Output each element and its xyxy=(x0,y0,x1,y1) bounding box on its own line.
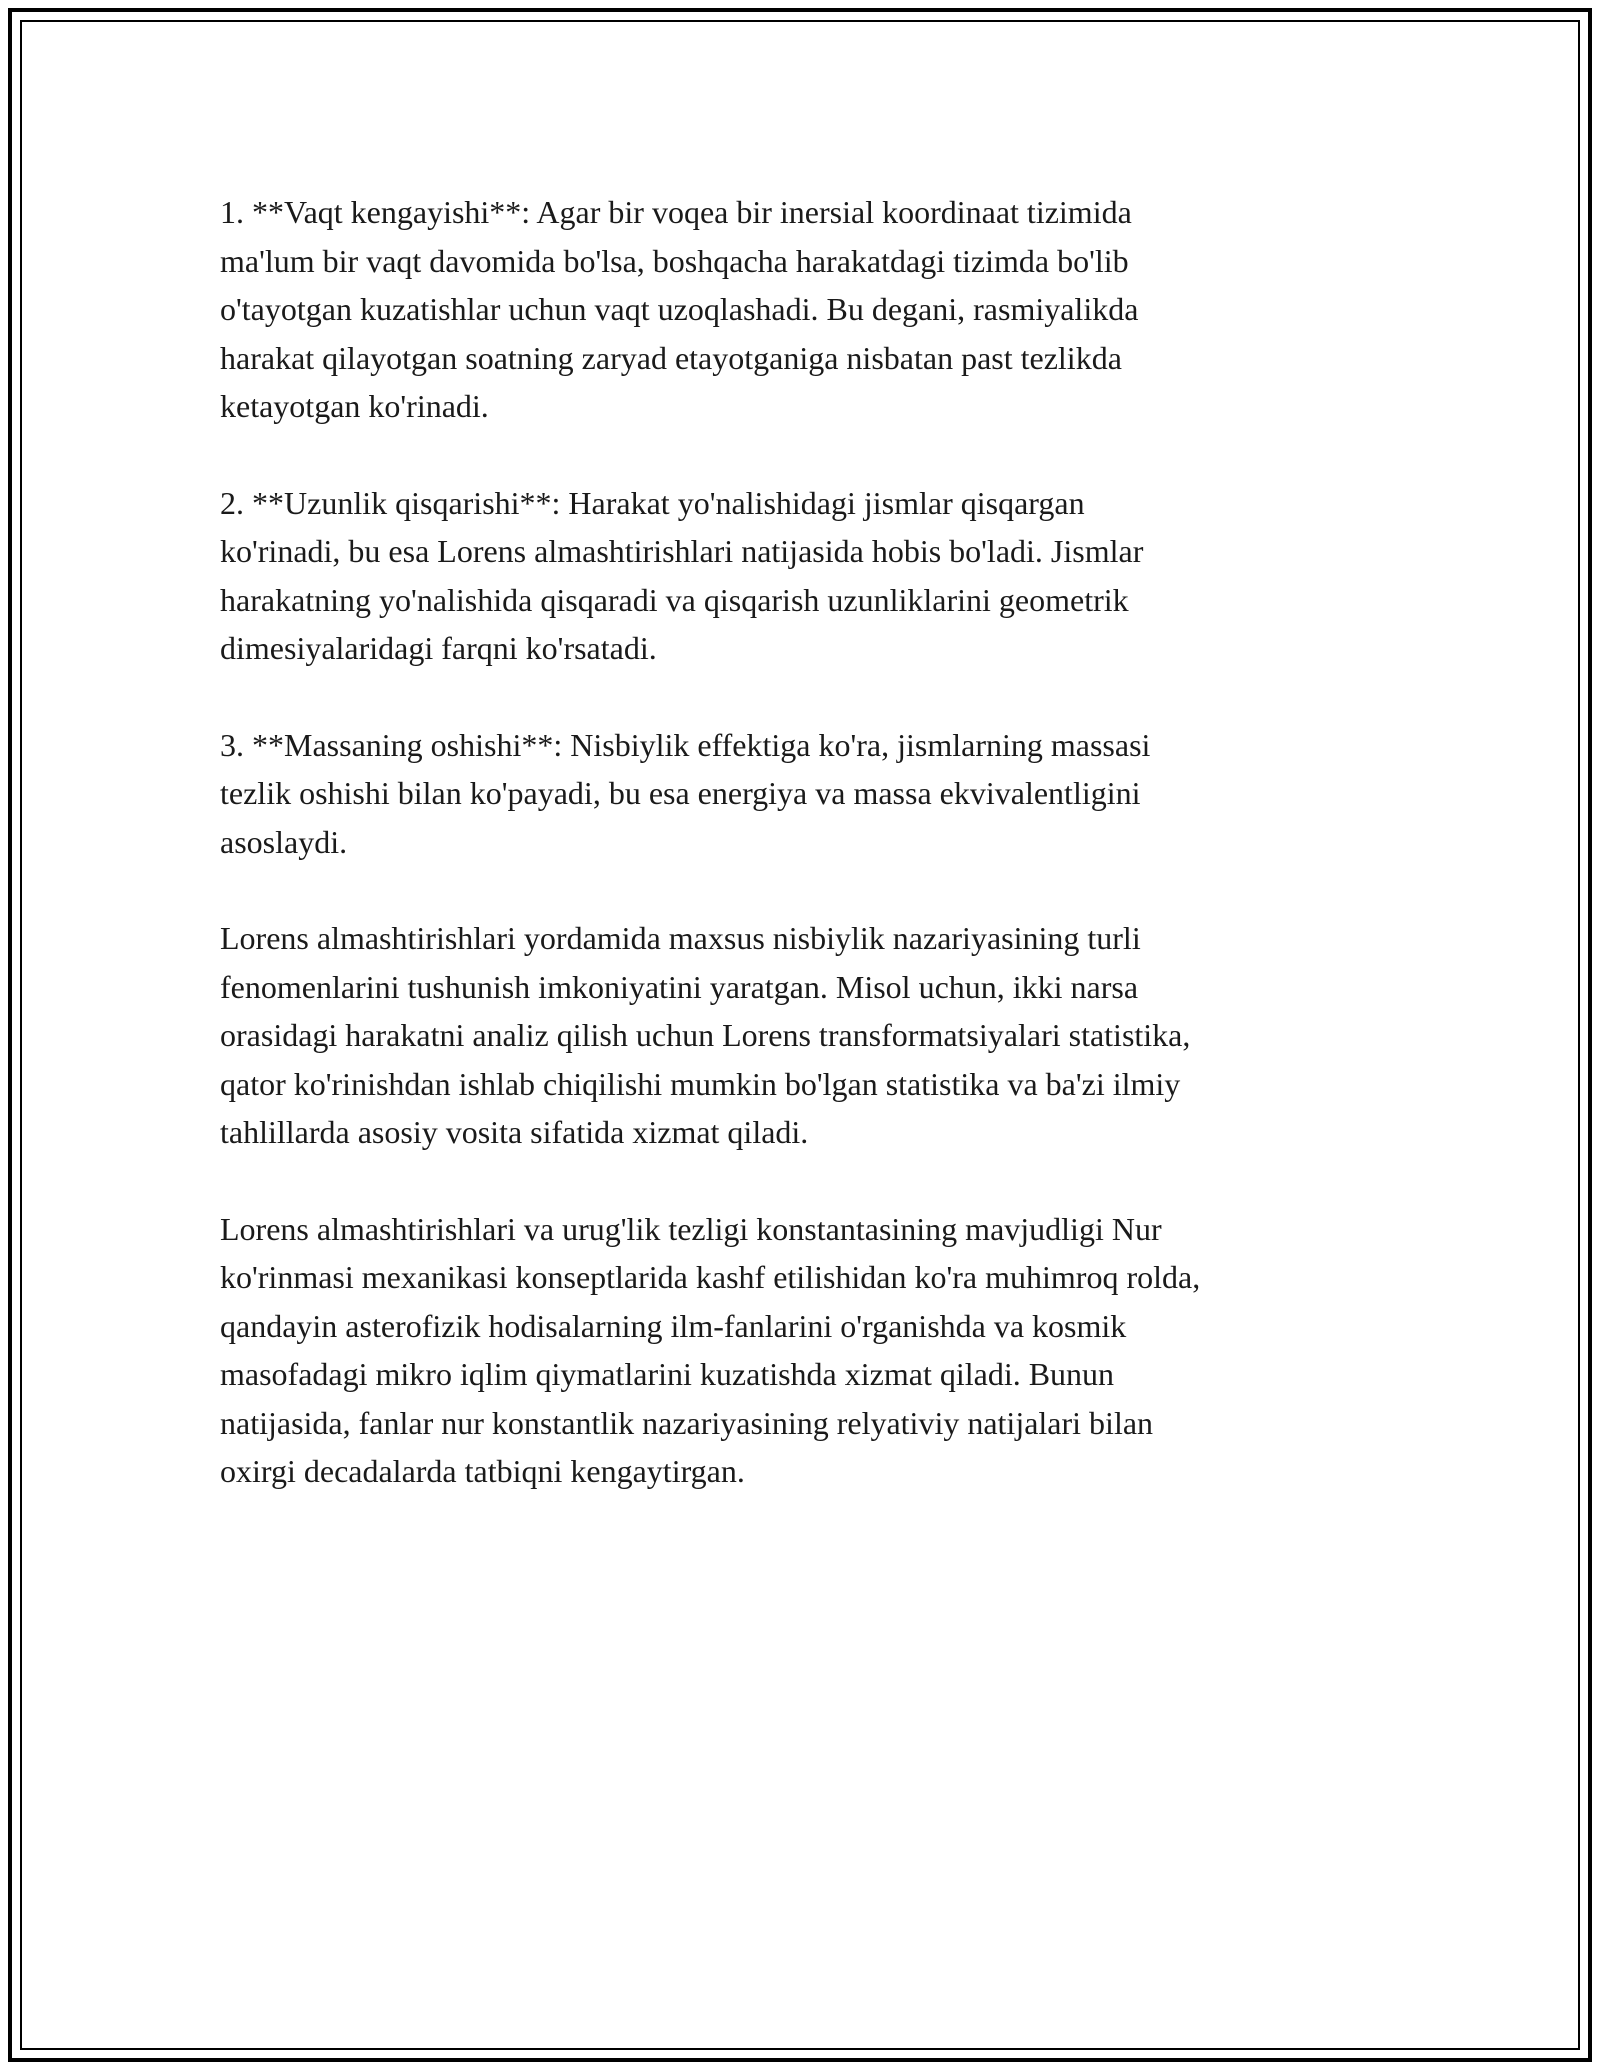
paragraph-lorentz-significance: Lorens almashtirishlari va urug'lik tezligi konstantasining mavjudligi Nur ko'rinmasi mexanikasi konseptlarida kashf etilishidan ko'ra muhimroq rolda, qandayin asterofizik hodisalarning ilm-fanlarini o'rganishda va kosmik masofadagi mikro iqlim qiymatlarini kuzatishda xizmat qiladi. Bunun natijasida, fanlar nur konstantlik nazariyasining relyativiy natijalari bilan oxirgi decadalarda tatbiqni kengaytirgan. xyxy=(220,1210,1201,1489)
document-body xyxy=(220,188,1380,1544)
list-item-length-contraction: 2. **Uzunlik qisqarishi**: Harakat yo'nalishidagi jismlar qisqargan ko'rinadi, bu esa Lorens almashtirishlari natijasida hobis bo'ladi. Jismlar harakatning yo'nalishida qisqaradi va qisqarish uzunliklarini geometrik dimesiyalaridagi farqni ko'rsatadi. xyxy=(220,484,1144,666)
list-item-mass-increase: 3. **Massaning oshishi**: Nisbiylik effektiga ko'ra, jismlarning massasi tezlik oshishi bilan ko'payadi, bu esa energiya va massa ekvivalentligini asoslaydi. xyxy=(220,726,1151,860)
paragraph-lorentz-applications: Lorens almashtirishlari yordamida maxsus nisbiylik nazariyasining turli fenomenlarini tushunish imkoniyatini yaratgan. Misol uchun, ikki narsa orasidagi harakatni analiz qilish uchun Lorens transformatsiyalari statistika, qator ko'rinishdan ishlab chiqilishi mumkin bo'lgan statistika va ba'zi ilmiy tahlillarda asosiy vosita sifatida xizmat qiladi. xyxy=(220,920,1191,1150)
list-item-time-dilation: 1. **Vaqt kengayishi**: Agar bir voqea bir inersial koordinaat tizimida ma'lum bir vaqt davomida bo'lsa, boshqacha harakatdagi tizimda bo'lib o'tayotgan kuzatishlar uchun vaqt uzoqlashadi. Bu degani, rasmiyalikda harakat qilayotgan soatning zaryad etayotganiga nisbatan past tezlikda ketayotgan ko'rinadi. xyxy=(220,194,1139,424)
